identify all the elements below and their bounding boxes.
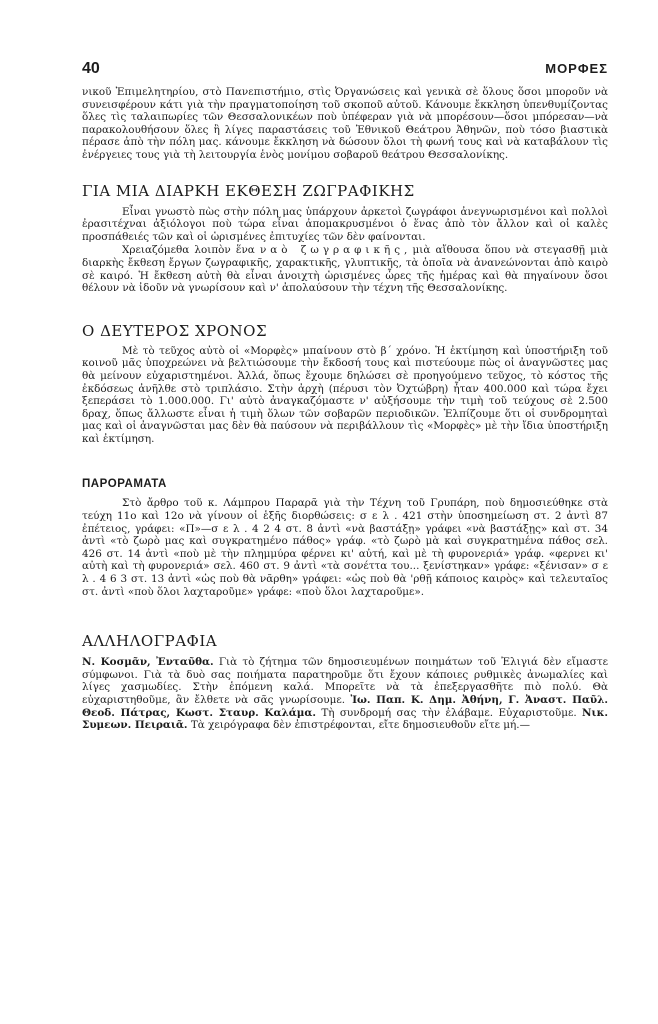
correspondence-signoff-names: Νικ. Συμεων. Πειραιᾶ. [82, 706, 608, 732]
correspondence-paragraph [82, 656, 608, 732]
heading-errata: ΠΑΡΟΡΑΜΑΤΑ [82, 478, 167, 491]
correspondence-text: Γιὰ τὸ ζήτημα τῶν δημοσιευμένων ποιημάτων τοῦ Ἐλιγιά δὲν εἴμαστε σύμφωνοι. Γιὰ τὰ δυὸ σας ποιήματα παρατηροῦμε ὅτι ἔχουν κάποιες ρυθμικὲς ἀνωμαλίες καὶ λίγες χασμωδίες. Στὴν ἑπόμενη καλά. Μπορεῖτε νὰ τὰ ἐπεξεργασθῆτε πιὸ πολύ. Θὰ εὐχαριστηθοῦμε, ἂν ἔλθετε νὰ σᾶς γνωρίσουμε. [82, 656, 608, 706]
exhibition-paragraph-1: Εἶναι γνωστὸ πὼς στὴν πόλη μας ὑπάρχουν ἀρκετοὶ ζωγράφοι ἀνεγνωρισμένοι καὶ πολλοὶ ἐρασιτέχναι ἀξιόλογοι ποὺ τώρα εἶναι ἀπομακρυσμένοι ὁ ἕνας ἀπὸ τὸν ἄλλον καὶ οἱ καλὲς προσπάθειές τῶν καὶ οἱ ὡρισμένες ἐπιτυχίες τῶν δὲν φαίνονται. [82, 205, 608, 243]
heading-exhibition: ΓΙΑ ΜΙΑ ΔΙΑΡΚΗ ΕΚΘΕΣΗ ΖΩΓΡΑΦΙΚΗΣ [82, 181, 415, 200]
errata-paragraph: Στὸ ἄρθρο τοῦ κ. Λάμπρου Παραρᾶ γιὰ τὴν Τέχνη τοῦ Γρυπάρη, ποὺ δημοσιεύθηκε στὰ τεύχη 11ο καὶ 12ο νὰ γίνουν οἱ ἑξῆς διορθώσεις: σ ε λ . 421 στὴν ὑποσημείωση στ. 2 ἀντὶ 87 ἐπέτειος, γράφει: «Π»—σ ε λ . 4 2 4 στ. 8 ἀντὶ «νὰ βαστάξῃ» γράφει «νὰ βαστάξῃς» καὶ στ. 34 ἀντὶ «τὸ ζωρὸ μας καὶ συγκρατημένο πάθος» γράφ. «τὸ ζωρὸ μὰ καὶ συγκρατημένα πάθος σελ. 426 στ. 14 ἀντὶ «ποὺ μὲ τὴν πλημμύρα φέρνει κι' αὐτή, καὶ μὲ τὴ φυρονεριά» γράφ. «φερνει κι' αὐτὴ καὶ τὴ φυρονεριά» σελ. 460 στ. 9 ἀντὶ «τὰ σονέττα του... ξενίστηκαν» γράφε: «ξένισαν» σ ε λ . 4 6 3 στ. 13 ἀντὶ «ὡς ποὺ θὰ νᾶρθη» γράφει: «ὡς ποὺ θὰ 'ρθῇ κάποιος καιρὸς» καὶ τελευταῖος στ. ἀντὶ «ποὺ ὅλοι λαχταροῦμε» γράφε: «ποὺ ὅλοι λαχταροῦμε». [82, 497, 608, 598]
correspondence-thanks: Τὴ συνδρομή σας τὴν ἐλάβαμε. Εὐχαριστοῦμε. [321, 706, 577, 719]
correspondence-final: Τὰ χειρόγραφα δὲν ἐπιστρέφονται, εἴτε δημοσιευθοῦν εἴτε μή.— [190, 719, 530, 732]
intro-paragraph: νικοῦ Ἐπιμελητηρίου, στὸ Πανεπιστήμιο, στὶς Ὀργανώσεις καὶ γενικὰ σὲ ὅλους ὅσοι μποροῦν νὰ συνεισφέρουν κάτι γιὰ τὴν πραγματοποίηση τοῦ σκοποῦ αὐτοῦ. Κάνουμε ἔκκληση ὑπενθυμίζοντας ὅλες τὶς ταλαιπωρίες τῶν Θεσσαλονικέων ποὺ ὑπέφεραν γιὰ νὰ μπορέσουν—ὅσοι μπόρεσαν—νὰ παρακολουθήσουν ὅλες ἢ λίγες παραστάσεις τοῦ Ἐθνικοῦ Θεάτρου Ἀθηνῶν, ποὺ τόσο βιαστικὰ πέρασε ἀπὸ τὴν πόλη μας. κάνουμε ἔκκληση νὰ δώσουν ὅλοι τὴ φωνή τους καὶ νὰ καταβάλουν τὶς ἐνέργειες τους γιὰ τὴ λειτουργία ἑνὸς μονίμου σοβαροῦ θεάτρου Θεσσαλονίκης. [82, 86, 608, 161]
heading-correspondence: ΑΛΛΗΛΟΓΡΑΦΙΑ [82, 632, 218, 651]
running-title: ΜΟΡΦΕΣ [545, 61, 608, 76]
exhibition-p2-emphasis: ναὸ ζωγραφικῆς [259, 244, 405, 257]
page-number: 40 [82, 60, 100, 77]
exhibition-paragraph-2 [82, 244, 608, 294]
exhibition-p2-rest: , μιὰ αἴθουσα ὅπου νὰ στεγασθῇ μιὰ διαρκὴς ἔκθεση ἔργων ζωγραφικῆς, χαρακτικῆς, γλυπτικῆς, τὰ ὁποῖα νὰ ἀνανεώνονται ἀπὸ καιρὸ σὲ καιρό. Ἡ ἔκθεση αὐτὴ θὰ εἶναι ἀνοιχτὴ ὡρισμένες ὧρες τῆς ἡμέρας καὶ θὰ πηγαίνουν ὅσοι θέλουν νὰ ἰδοῦν νὰ γνωρίσουν καὶ ν' ἀπολαύσουν τὴν τέχνη τῆς Θεσσαλονίκης. [82, 244, 608, 295]
page-header [82, 60, 608, 86]
correspondence-names: Ἰω. Παπ. Κ. Δημ. Ἀθήνη, Γ. Ἀναστ. Παῦλ. Θεοδ. Πάτρας, Κωστ. Σταυρ. Καλάμα. [82, 694, 608, 719]
heading-second-year: Ο ΔΕΥΤΕΡΟΣ ΧΡΟΝΟΣ [82, 321, 268, 340]
correspondence-addressee: Ν. Κοσμᾶν, Ἐνταῦθα. [82, 656, 214, 669]
second-year-paragraph: Μὲ τὸ τεῦχος αὐτὸ οἱ «Μορφὲς» μπαίνουν στὸ β΄ χρόνο. Ἡ ἐκτίμηση καὶ ὑποστήριξη τοῦ κοινοῦ μᾶς ὑποχρεώνει νὰ βελτιώσουμε τὴν ἔκδοσή τους καὶ πιστεύουμε πὼς οἱ ἀναγνῶστες μας θὰ μείνουν εὐχαριστημένοι. Ἀλλά, ὅπως ἔχουμε δηλώσει σὲ προηγούμενο τεῦχος, τὸ κόστος τῆς ἐκδόσεως ἀνῆλθε στὸ τριπλάσιο. Στὴν ἀρχὴ (πέρυσι τὸν Ὀχτώβρη) ἦταν 400.000 καὶ τώρα ἔχει ξεπεράσει τὸ 1.000.000. Γι' αὐτὸ ἀναγκαζόμαστε ν' αὐξήσουμε τὴν τιμὴ τοῦ τεύχους σὲ 2.500 δραχ, ὅπως ἄλλωστε εἶναι ἡ τιμὴ ὅλων τῶν σοβαρῶν περιοδικῶν. Ἐλπίζουμε ὅτι οἱ συνδρομηταὶ μας καὶ οἱ ἀναγνῶσται μας δὲν θὰ παύσουν νὰ περιβάλλουν τὶς «Μορφὲς» μὲ τὴν ἴδια ὑποστήριξη καὶ ἐκτίμηση. [82, 344, 608, 445]
exhibition-p2-start: Χρειαζόμεθα λοιπὸν ἕνα [122, 244, 255, 257]
